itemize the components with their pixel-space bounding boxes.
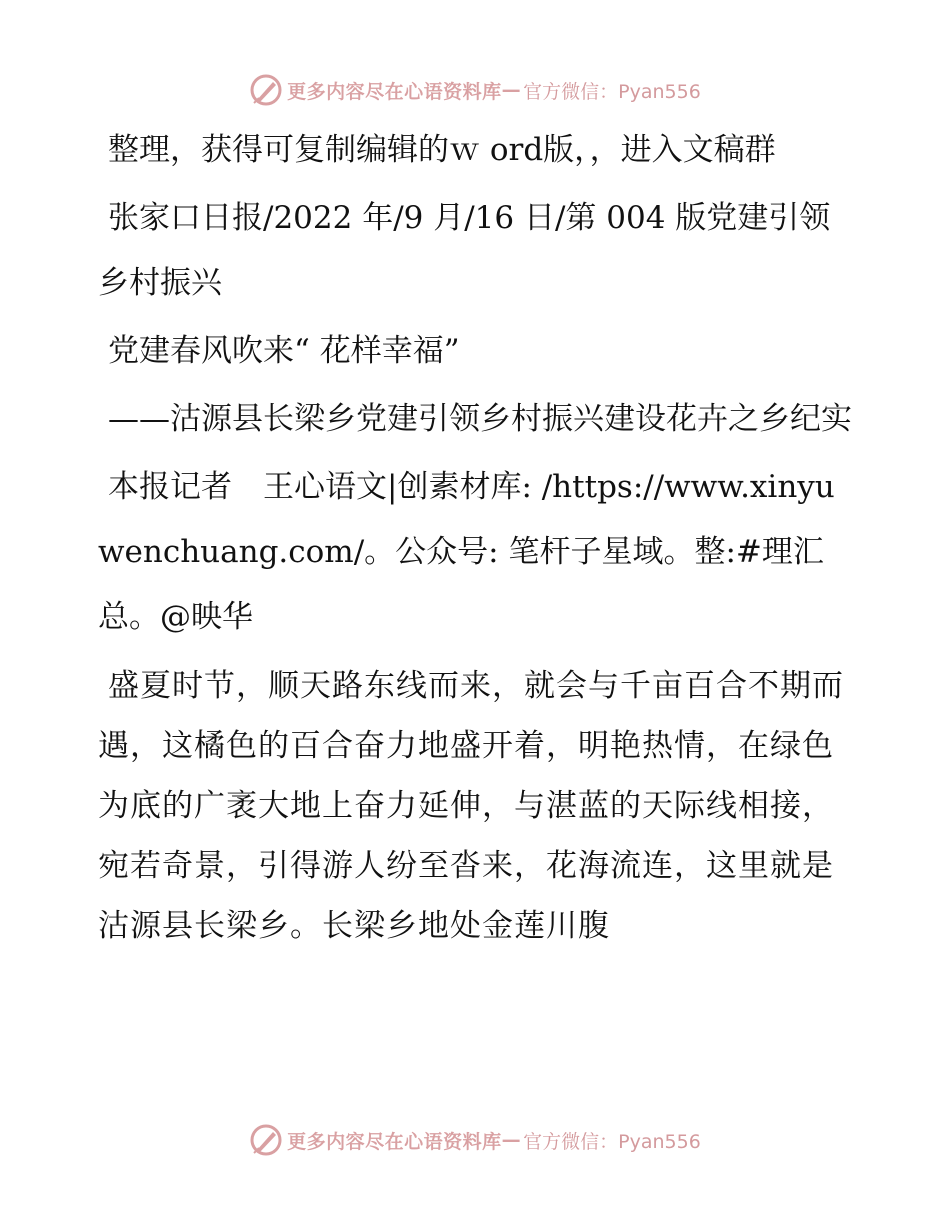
quill-logo-icon [249,1123,283,1157]
watermark-brand-text: 更多内容尽在心语资料库 [287,1130,502,1153]
watermark-brand-text: 更多内容尽在心语资料库 [287,80,502,103]
lead-paragraph: 整理，获得可复制编辑的ｗ ord版，，进入文稿群 [108,132,776,168]
watermark-dash: — [501,79,522,101]
article-subtitle: ——沽源县长梁乡党建引领乡村振兴建设花卉之乡纪实 [108,401,852,437]
article-title: 党建春风吹来“ 花样幸福” [108,333,460,369]
watermark-contact-text: 官方微信：Pyan556 [523,80,701,103]
body-paragraph: 盛夏时节，顺天路东线而来，就会与千亩百合不期而遇，这橘色的百合奋力地盛开着，明艳热情，在绿色为底的广袤大地上奋力延伸，与湛蓝的天际线相接，宛若奇景，引得游人纷至沓来，花海流连，这里就是沽源县长梁乡。长梁乡地处金莲川腹 [98,668,844,944]
byline: 本报记者 王心语文|创素材库: /https://www.xinyuwenchuang.com/。公众号: 笔杆子星域。整:#理汇总。@映华 [98,469,835,635]
footer-watermark [0,1120,950,1160]
source-line: 张家口日报/2022 年/9 月/16 日/第 004 版党建引领乡村振兴 [98,200,831,301]
watermark-dash: — [501,1129,522,1151]
watermark-contact-text: 官方微信：Pyan556 [523,1130,701,1153]
header-watermark [0,70,950,110]
article-body [98,118,858,956]
quill-logo-icon [249,73,283,107]
